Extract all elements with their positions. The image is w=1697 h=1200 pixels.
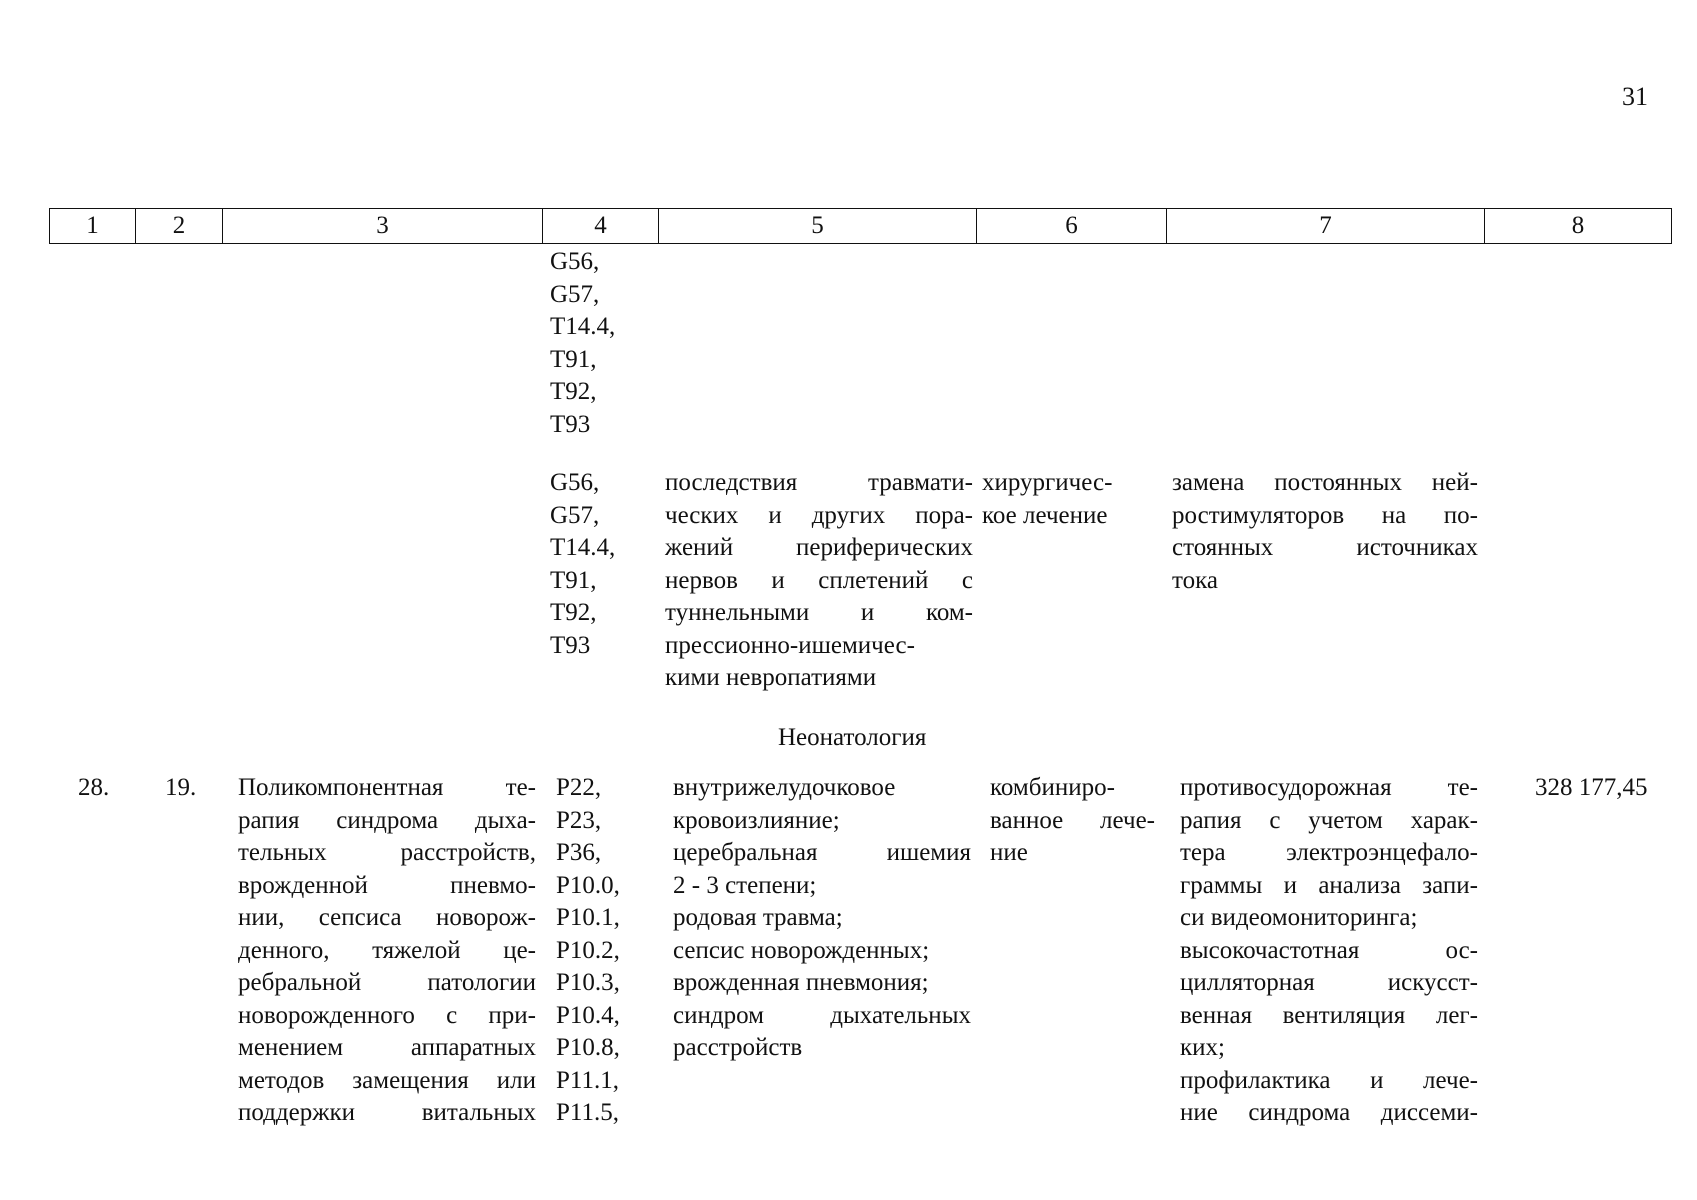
code: P22, xyxy=(556,774,602,801)
model-line: прессионно-ишемичес- xyxy=(665,631,915,659)
care-name-cell xyxy=(238,772,536,1130)
code: T14.4, xyxy=(550,534,616,561)
group-number: 19. xyxy=(165,774,197,801)
section-title: Неонатология xyxy=(778,724,927,751)
code: P10.3, xyxy=(556,969,620,996)
column-header-8: 8 xyxy=(1485,209,1672,244)
name-line: менением аппаратных xyxy=(238,1034,536,1061)
row28-codes-cell xyxy=(556,772,656,1130)
method-line: граммы и анализа запи- xyxy=(1180,871,1478,899)
nerves-codes-cell xyxy=(550,467,655,662)
treatment-line: кое лечение xyxy=(982,501,1108,529)
column-header-1: 1 xyxy=(50,209,136,244)
code: P11.1, xyxy=(556,1066,619,1094)
code: P36, xyxy=(556,839,602,866)
method-line: тера электроэнцефало- xyxy=(1180,839,1478,866)
row28-treatment-cell xyxy=(990,772,1155,870)
method-line: тока xyxy=(1172,566,1218,594)
method-line: стоянных источниках xyxy=(1172,534,1478,561)
name-line: Поликомпонентная те- xyxy=(238,774,536,801)
model-line: 2 - 3 степени; xyxy=(673,871,817,899)
method-line: рапия с учетом харак- xyxy=(1180,806,1478,834)
method-line: ние синдрома диссеми- xyxy=(1180,1099,1478,1126)
row28-method-cell xyxy=(1180,772,1478,1130)
code: P10.8, xyxy=(556,1034,620,1061)
method-line: ростимуляторов на по- xyxy=(1172,501,1478,529)
column-header-5: 5 xyxy=(659,209,977,244)
cost-value: 328 177,45 xyxy=(1535,774,1648,801)
column-header-7: 7 xyxy=(1167,209,1485,244)
name-line: ребральной патологии xyxy=(238,969,536,996)
row28-model-cell xyxy=(673,772,971,1065)
treatment-line: ванное лече- xyxy=(990,806,1155,834)
model-line: синдром дыхательных xyxy=(673,1001,971,1029)
name-line: новорожденного с при- xyxy=(238,1001,536,1029)
column-header-2: 2 xyxy=(136,209,223,244)
row-number: 28. xyxy=(78,774,110,801)
model-line: туннельными и ком- xyxy=(665,599,973,626)
model-line: внутрижелудочковое xyxy=(673,774,896,801)
model-line: ческих и других пора- xyxy=(665,501,973,529)
model-line: кими невропатиями xyxy=(665,664,877,691)
method-line: высокочастотная ос- xyxy=(1180,936,1478,964)
code: G56, xyxy=(550,469,600,496)
name-line: поддержки витальных xyxy=(238,1099,536,1126)
name-line: рапия синдрома дыха- xyxy=(238,806,536,834)
code: G56, xyxy=(550,248,600,275)
nerves-method-cell xyxy=(1172,467,1478,597)
column-header-row xyxy=(50,209,1672,244)
name-line: нии, сепсиса новорож- xyxy=(238,904,536,931)
page-number: 31 xyxy=(1622,82,1648,111)
code: G57, xyxy=(550,501,600,529)
method-line: венная вентиляция лег- xyxy=(1180,1001,1478,1029)
treatment-line: ние xyxy=(990,839,1028,866)
continuation-codes-cell xyxy=(550,246,655,441)
model-line: последствия травмати- xyxy=(665,469,973,496)
code: T92, xyxy=(550,599,597,626)
name-line: денного, тяжелой це- xyxy=(238,936,536,964)
code: T92, xyxy=(550,378,597,405)
model-line: расстройств xyxy=(673,1034,803,1061)
code: T91, xyxy=(550,345,597,373)
name-line: тельных расстройств, xyxy=(238,839,536,866)
code: P10.2, xyxy=(556,936,620,964)
method-line: противосудорожная те- xyxy=(1180,774,1478,801)
method-line: цилляторная искусст- xyxy=(1180,969,1478,996)
code: P23, xyxy=(556,806,602,834)
method-line: си видеомониторинга; xyxy=(1180,904,1418,931)
code: P10.4, xyxy=(556,1001,620,1029)
nerves-treatment-cell xyxy=(982,467,1162,532)
column-header-table xyxy=(49,208,1672,244)
code: T14.4, xyxy=(550,313,616,340)
code: T91, xyxy=(550,566,597,594)
code: P11.5, xyxy=(556,1099,619,1126)
model-line: врожденная пневмония; xyxy=(673,969,929,996)
name-line: методов замещения или xyxy=(238,1066,536,1094)
model-line: церебральная ишемия xyxy=(673,839,971,866)
column-header-4: 4 xyxy=(543,209,659,244)
column-header-3: 3 xyxy=(223,209,543,244)
code: P10.0, xyxy=(556,871,620,899)
method-line: ких; xyxy=(1180,1034,1225,1061)
nerves-model-cell xyxy=(665,467,973,695)
method-line: профилактика и лече- xyxy=(1180,1066,1478,1094)
model-line: кровоизлияние; xyxy=(673,806,840,834)
method-line: замена постоянных ней- xyxy=(1172,469,1478,496)
model-line: родовая травма; xyxy=(673,904,843,931)
code: T93 xyxy=(550,631,591,659)
treatment-line: комбиниро- xyxy=(990,774,1115,801)
column-header-6: 6 xyxy=(977,209,1167,244)
treatment-line: хирургичес- xyxy=(982,469,1113,496)
code: T93 xyxy=(550,410,591,438)
model-line: сепсис новорожденных; xyxy=(673,936,930,964)
name-line: врожденной пневмо- xyxy=(238,871,536,899)
code: P10.1, xyxy=(556,904,620,931)
code: G57, xyxy=(550,280,600,308)
model-line: жений периферических xyxy=(665,534,973,561)
model-line: нервов и сплетений с xyxy=(665,566,973,594)
